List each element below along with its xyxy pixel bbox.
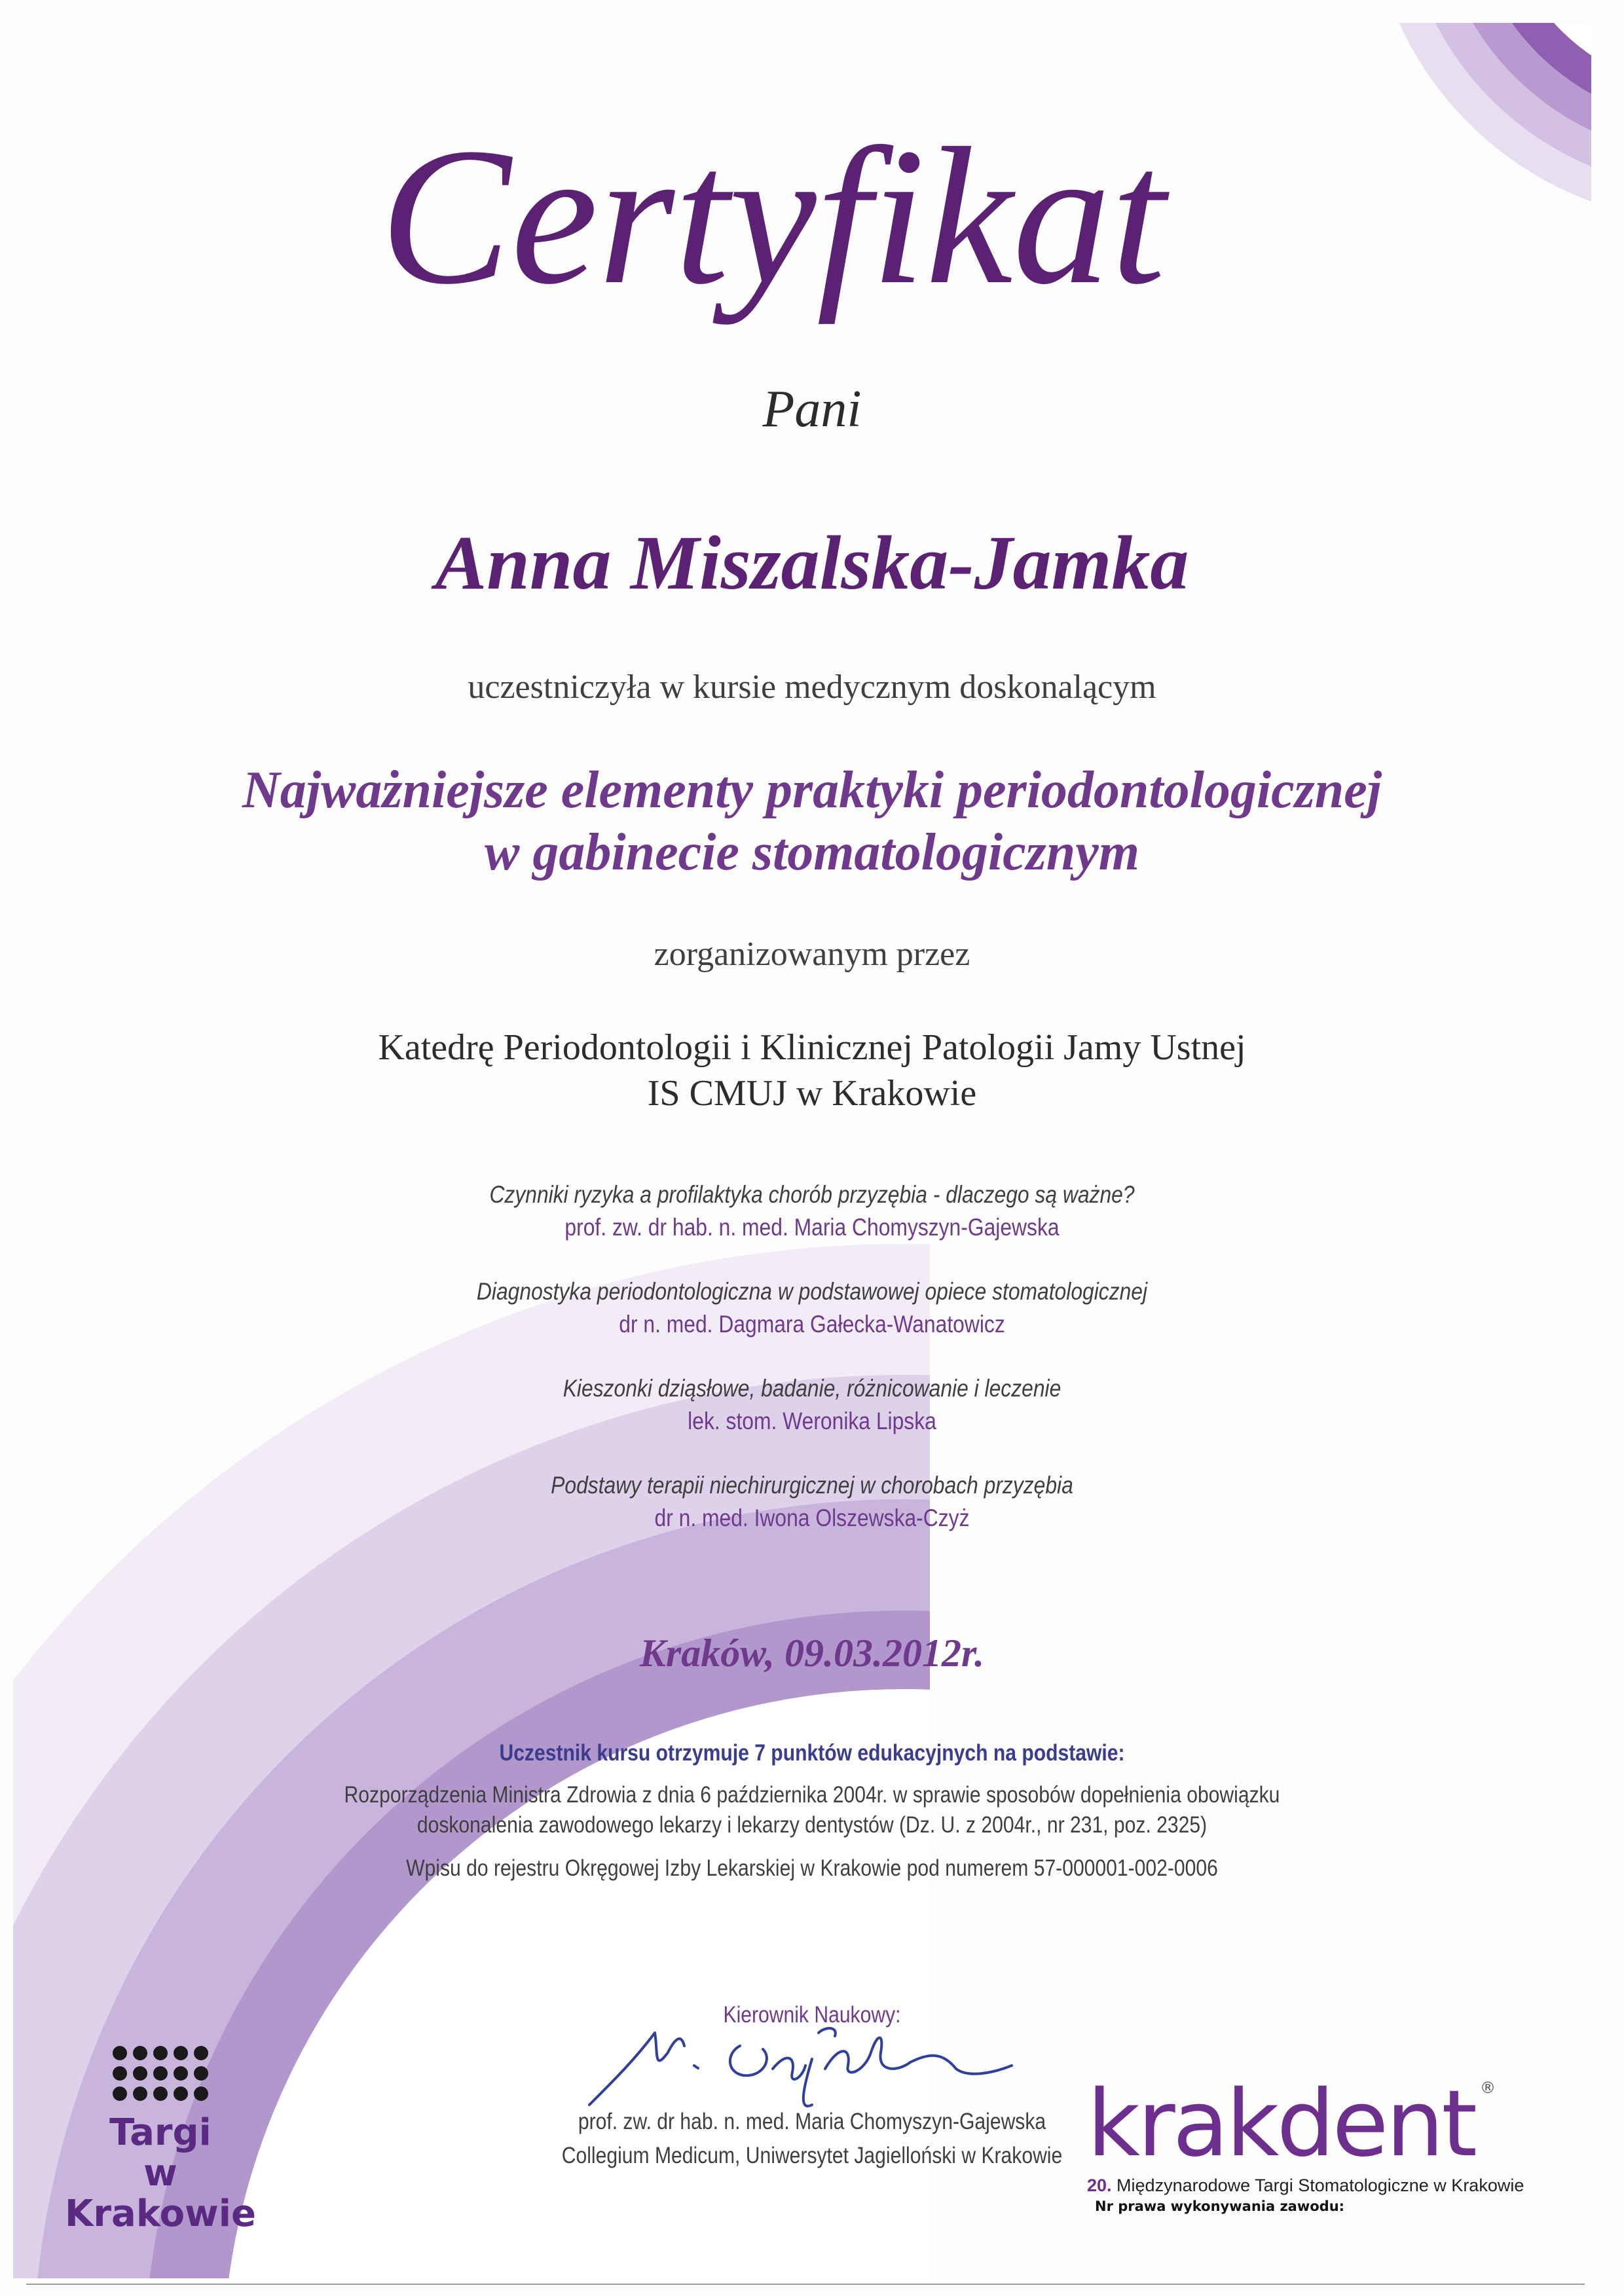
krakdent-wordmark: krakdent: [1087, 2071, 1475, 2178]
salutation: Pani: [762, 380, 862, 438]
handwritten-signature: [576, 2007, 1035, 2111]
organized-by-text: zorganizowanym przez: [654, 936, 970, 973]
registered-mark: ®: [1480, 2079, 1496, 2097]
lecture-item: [0, 1275, 1624, 1372]
recipient-name: Anna Miszalska-Jamka: [435, 520, 1189, 606]
course-title-line: w gabinecie stomatologicznym: [485, 824, 1139, 881]
edition-number: 20.: [1087, 2176, 1112, 2195]
organizer-line: Katedrę Periodontologii i Klinicznej Patologii Jamy Ustnej: [378, 1027, 1246, 1068]
lecture-topic: Kieszonki dziąsłowe, badanie, różnicowanie i leczenie: [563, 1375, 1061, 1402]
lecture-topic: Czynniki ryzyka a profilaktyka chorób przyzębia - dlaczego są ważne?: [489, 1181, 1135, 1208]
fair-name: Międzynarodowe Targi Stomatologiczne w Krakowie: [1111, 2176, 1524, 2195]
participation-text: uczestniczyła w kursie medycznym doskonalącym: [468, 668, 1156, 706]
targi-logo-line: Targi: [109, 2111, 212, 2154]
krakdent-logo: [1087, 2071, 1524, 2196]
lecture-item: [0, 1372, 1624, 1469]
regulation-line: Rozporządzenia Ministra Zdrowia z dnia 6 października 2004r. w sprawie sposobów dopełnienia obowiązku: [344, 1782, 1280, 1808]
lecture-list: [0, 1178, 1624, 1566]
lecture-lecturer: dr n. med. Iwona Olszewska-Czyż: [654, 1504, 970, 1531]
krakdent-subtitle: [1087, 2176, 1524, 2196]
lecture-item: [0, 1178, 1624, 1275]
lecture-lecturer: lek. stom. Weronika Lipska: [688, 1408, 936, 1434]
targi-logo-line: w Krakowie: [65, 2152, 256, 2235]
license-number-label: Nr prawa wykonywania zawodu:: [1095, 2198, 1345, 2214]
lecture-lecturer: dr n. med. Dagmara Gałecka-Wanatowicz: [619, 1311, 1005, 1338]
signatory-name: prof. zw. dr hab. n. med. Maria Chomyszyn-Gajewska: [578, 2109, 1046, 2134]
signatory-affiliation: Collegium Medicum, Uniwersytet Jagielloński w Krakowie: [561, 2143, 1063, 2168]
points-section: [0, 1738, 1624, 1884]
dots-icon: [49, 2046, 272, 2101]
targi-logo: [49, 2046, 272, 2234]
lecture-lecturer: prof. zw. dr hab. n. med. Maria Chomyszyn-Gajewska: [564, 1214, 1060, 1241]
regulation-line: doskonalenia zawodowego lekarzy i lekarzy dentystów (Dz. U. z 2004r., nr 231, poz. 2325): [416, 1812, 1208, 1838]
lecture-topic: Podstawy terapii niechirurgicznej w chorobach przyzębia: [551, 1472, 1073, 1499]
points-heading: Uczestnik kursu otrzymuje 7 punktów edukacyjnych na podstawie:: [499, 1740, 1125, 1766]
registry-line: Wpisu do rejestru Okręgowej Izby Lekarskiej w Krakowie pod numerem 57-000001-002-0006: [406, 1855, 1218, 1881]
lecture-topic: Diagnostyka periodontologiczna w podstawowej opiece stomatologicznej: [476, 1278, 1148, 1305]
bottom-divider: [26, 2284, 1585, 2285]
certificate-title: Certyfikat: [380, 107, 1166, 325]
place-date: Kraków, 09.03.2012r.: [639, 1631, 985, 1675]
course-title-line: Najważniejsze elementy praktyki periodontologicznej: [242, 761, 1382, 819]
lecture-item: [0, 1469, 1624, 1566]
course-title: [0, 759, 1624, 884]
signature-role: Kierownik Naukowy:: [723, 2002, 901, 2028]
organizer: [0, 1025, 1624, 1116]
organizer-line: IS CMUJ w Krakowie: [647, 1073, 977, 1114]
